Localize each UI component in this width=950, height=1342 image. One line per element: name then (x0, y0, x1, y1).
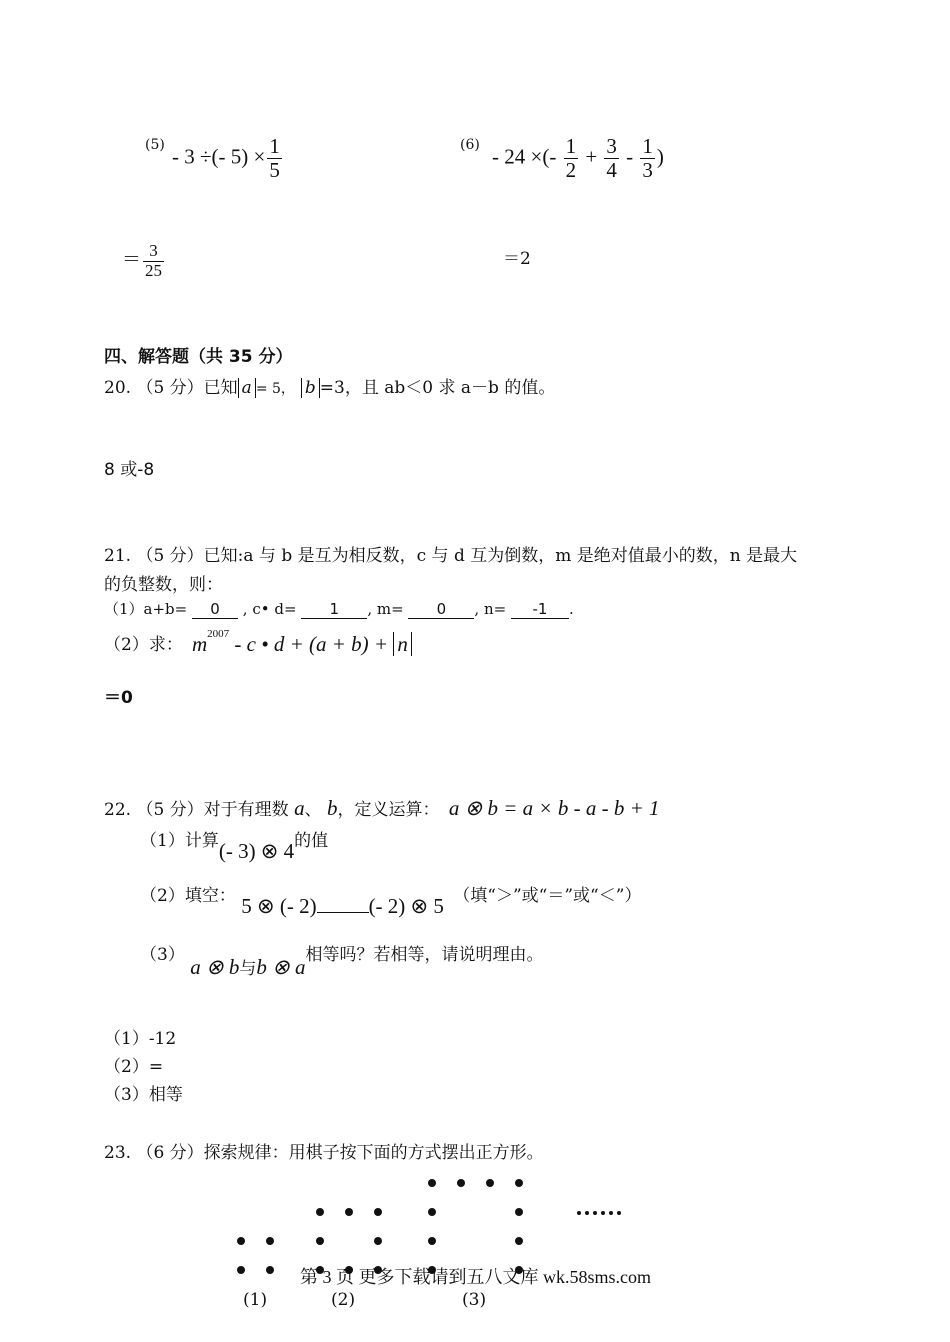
question-22-answer-3: （3）相等 (104, 1085, 183, 1105)
question-22: 22. （5 分）对于有理数 a、 b，定义运算： a ⊗ b = a × b - a - b + 1 (104, 796, 660, 820)
square-1-pieces (237, 1237, 274, 1274)
figure-label-3: (3) (462, 1290, 487, 1310)
question-22-answer-1: （1）-12 (104, 1029, 177, 1049)
problem-6-answer: ＝2 (503, 249, 531, 269)
ellipsis-dots (577, 1211, 621, 1215)
square-3-pieces (428, 1179, 523, 1274)
problem-5-answer: ＝ $\frac{3}{25}$ (122, 241, 163, 280)
question-23: 23. （6 分）探索规律：用棋子按下面的方式摆出正方形。 (104, 1143, 544, 1163)
question-22-part2: （2）填空： 5 ⊗ (- 2) (- 2) ⊗ 5 （填“＞”或“＝”或“＜”） (140, 886, 642, 918)
question-22-part3: （3） a ⊗ b与b ⊗ a相等吗？若相等，请说明理由。 (140, 945, 544, 979)
question-22-answer-2: （2）= (104, 1057, 164, 1077)
question-21-part1: （1）a+b= 0 , c• d= 1 , m= 0 , n= -1 . (104, 600, 574, 618)
problem-6-label: (6) (460, 137, 480, 153)
answer-blank-n: -1 (511, 600, 569, 619)
question-21-part2-label: （2）求： (104, 635, 183, 655)
problem-6-expression: - 24 ×(- $\frac{1}{2}$ + $\frac{3}{4}$ - $\frac{1}{3}$ ) (492, 134, 664, 183)
problem-5-label: (5) (145, 137, 165, 153)
question-20-answer: 8 或-8 (104, 460, 155, 480)
question-21-answer: ＝0 (104, 688, 133, 708)
question-21-line2: 的负整数，则： (104, 575, 223, 595)
question-22-part1: （1）计算(- 3) ⊗ 4的值 (140, 831, 329, 863)
page-footer: 第 3 页 更多下载请到五八文库 wk.58sms.com (300, 1267, 651, 1287)
figure-label-2: (2) (331, 1290, 356, 1310)
section-title: 四、解答题（共 35 分） (104, 347, 293, 367)
question-21-part2-expression: $m^{2007}$ - c • d + (a + b) + n (192, 632, 412, 657)
problem-5-expression: - 3 ÷(- 5) × $\frac{1}{5}$ (172, 134, 280, 183)
answer-blank-ab: 0 (192, 600, 238, 619)
question-20: 20. （5 分）已知 a = 5， b =3，且 ab＜0 求 a－b 的值。 (104, 378, 556, 398)
figure-label-1: (1) (243, 1290, 268, 1310)
question-21-line1: 21. （5 分）已知:a 与 b 是互为相反数，c 与 d 互为倒数，m 是绝对值最小的数，n 是最大 (104, 546, 798, 566)
answer-blank-m: 0 (408, 600, 474, 619)
answer-blank-cd: 1 (301, 600, 367, 619)
